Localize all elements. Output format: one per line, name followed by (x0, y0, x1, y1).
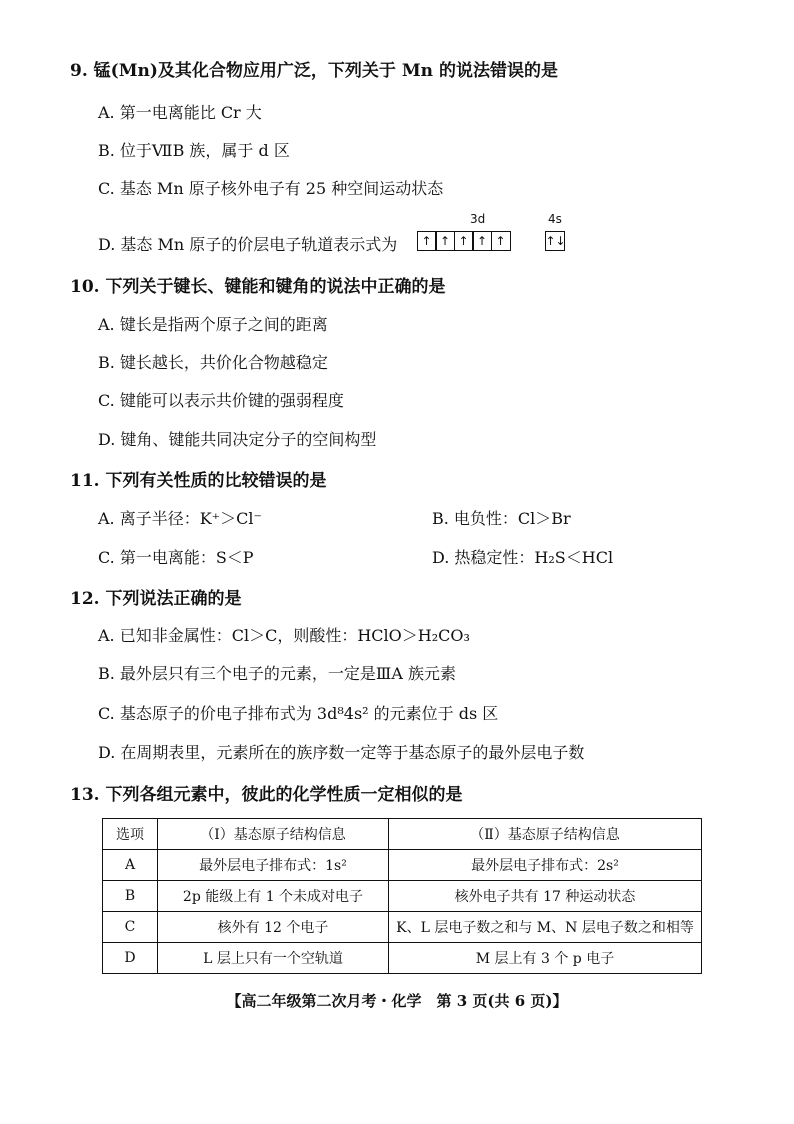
table-row (103, 881, 702, 912)
question-10-option-b: B. 键长越长，共价化合物越稳定 (98, 353, 328, 372)
question-10-option-d: D. 键角、键能共同决定分子的空间构型 (98, 430, 377, 449)
orbital-4s-label: 4s (548, 212, 562, 226)
question-12-option-b: B. 最外层只有三个电子的元素，一定是ⅢA 族元素 (98, 664, 457, 683)
question-9-option-c: C. 基态 Mn 原子核外电子有 25 种空间运动状态 (98, 179, 444, 198)
page-footer: 【高二年级第二次月考・化学 第 3 页(共 6 页)】 (226, 992, 568, 1010)
table-cell: K、L 层电子数之和与 M、N 层电子数之和相等 (389, 912, 702, 943)
question-13-table (102, 818, 702, 974)
orbital-box: ↑ (435, 231, 455, 251)
question-9-option-a: A. 第一电离能比 Cr 大 (98, 103, 262, 122)
question-11-option-a: A. 离子半径：K⁺＞Cl⁻ (98, 509, 262, 528)
question-13-stem: 13. 下列各组元素中，彼此的化学性质一定相似的是 (70, 785, 463, 805)
table-header-row (103, 819, 702, 850)
table-cell: D (103, 943, 158, 974)
question-11-stem: 11. 下列有关性质的比较错误的是 (70, 471, 327, 491)
orbital-box: ↑↓ (545, 231, 565, 251)
table-cell: A (103, 850, 158, 881)
table-cell: M 层上有 3 个 p 电子 (389, 943, 702, 974)
question-11-option-b: B. 电负性：Cl＞Br (432, 509, 571, 528)
question-9-stem: 9. 锰(Mn)及其化合物应用广泛，下列关于 Mn 的说法错误的是 (70, 61, 558, 81)
question-9-option-b: B. 位于ⅦB 族，属于 d 区 (98, 141, 290, 160)
table-header-cell: （Ⅰ）基态原子结构信息 (158, 819, 389, 850)
table-cell: 核外电子共有 17 种运动状态 (389, 881, 702, 912)
table-row (103, 912, 702, 943)
orbital-box: ↑ (472, 231, 492, 251)
question-12-stem: 12. 下列说法正确的是 (70, 589, 242, 609)
orbital-box: ↑ (417, 231, 437, 251)
table-header-cell: （Ⅱ）基态原子结构信息 (389, 819, 702, 850)
orbital-box: ↑ (491, 231, 511, 251)
question-9-option-d: D. 基态 Mn 原子的价层电子轨道表示式为 (98, 235, 398, 254)
table-cell: B (103, 881, 158, 912)
question-10-stem: 10. 下列关于键长、键能和键角的说法中正确的是 (70, 277, 446, 297)
table-cell: 核外有 12 个电子 (158, 912, 389, 943)
question-11-option-d: D. 热稳定性：H₂S＜HCl (432, 548, 614, 567)
question-10-option-a: A. 键长是指两个原子之间的距离 (98, 315, 328, 334)
table-row (103, 850, 702, 881)
table-cell: 2p 能级上有 1 个未成对电子 (158, 881, 389, 912)
question-11-option-c: C. 第一电离能：S＜P (98, 548, 254, 567)
table-row (103, 943, 702, 974)
table-cell: 最外层电子排布式：2s² (389, 850, 702, 881)
question-12-option-d: D. 在周期表里，元素所在的族序数一定等于基态原子的最外层电子数 (98, 743, 585, 762)
question-10-option-c: C. 键能可以表示共价键的强弱程度 (98, 391, 344, 410)
orbital-box: ↑ (454, 231, 474, 251)
orbital-3d-diagram (418, 231, 511, 251)
table-cell: L 层上只有一个空轨道 (158, 943, 389, 974)
table-header-cell: 选项 (103, 819, 158, 850)
orbital-4s-diagram (546, 231, 565, 251)
table-cell: C (103, 912, 158, 943)
table-cell: 最外层电子排布式：1s² (158, 850, 389, 881)
orbital-3d-label: 3d (470, 212, 486, 226)
question-12-option-a: A. 已知非金属性：Cl＞C，则酸性：HClO＞H₂CO₃ (98, 626, 470, 645)
question-12-option-c: C. 基态原子的价电子排布式为 3d⁸4s² 的元素位于 ds 区 (98, 704, 499, 723)
